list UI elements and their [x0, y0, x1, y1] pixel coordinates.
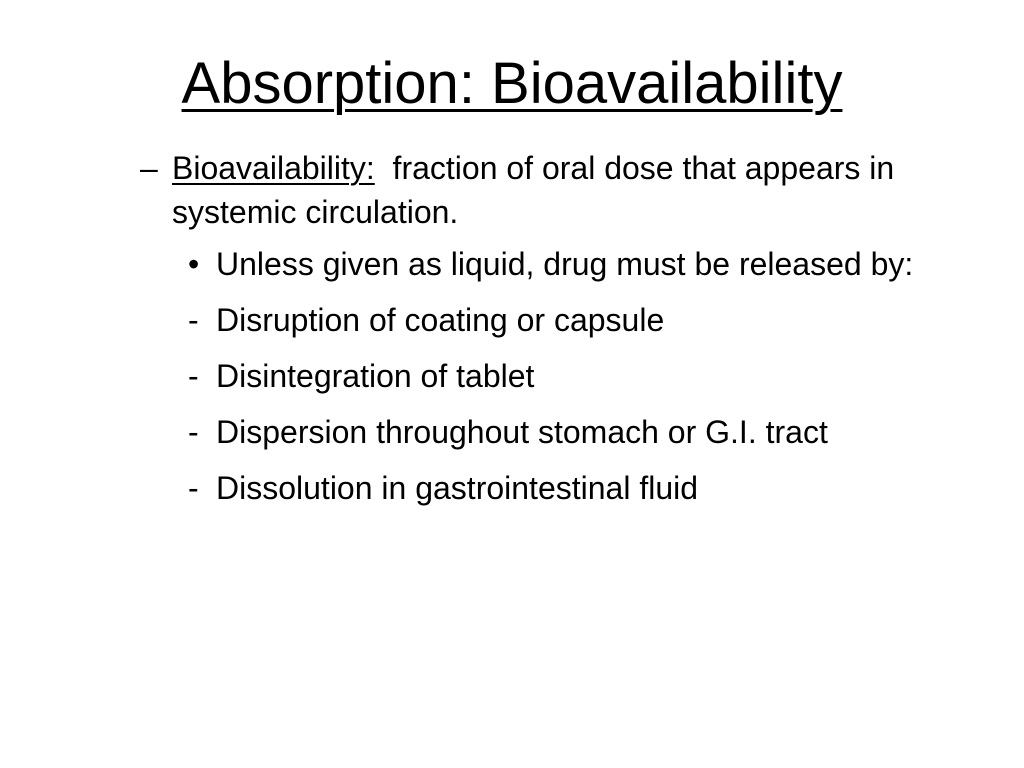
definition-term: Bioavailability:: [172, 150, 375, 186]
sub-bullet-text: Dispersion throughout stomach or G.I. tract: [216, 414, 828, 450]
bullet-bioavailability: [140, 146, 920, 234]
sub-bullet-text: Dissolution in gastrointestinal fluid: [216, 470, 699, 506]
dash-marker: –: [140, 150, 158, 186]
slide-body: [140, 146, 920, 522]
sub-bullet-text: Disruption of coating or capsule: [216, 302, 665, 338]
dash-marker: -: [188, 470, 199, 506]
slide-title: Absorption: Bioavailability: [181, 51, 843, 116]
definition-text: fraction of oral dose that appears in systemic circulation.: [172, 150, 895, 230]
sub-bullet-text: Unless given as liquid, drug must be released by:: [216, 246, 914, 282]
sub-bullet-disruption: [140, 298, 920, 342]
sub-bullet-dissolution: [140, 466, 920, 510]
dash-marker: -: [188, 302, 199, 338]
sub-bullet-text: Disintegration of tablet: [216, 358, 535, 394]
sub-bullet-release: [140, 242, 920, 286]
bullet-marker: •: [188, 246, 200, 282]
dash-marker: -: [188, 414, 199, 450]
sub-bullet-disintegration: [140, 354, 920, 398]
sub-bullet-dispersion: [140, 410, 920, 454]
dash-marker: -: [188, 358, 199, 394]
